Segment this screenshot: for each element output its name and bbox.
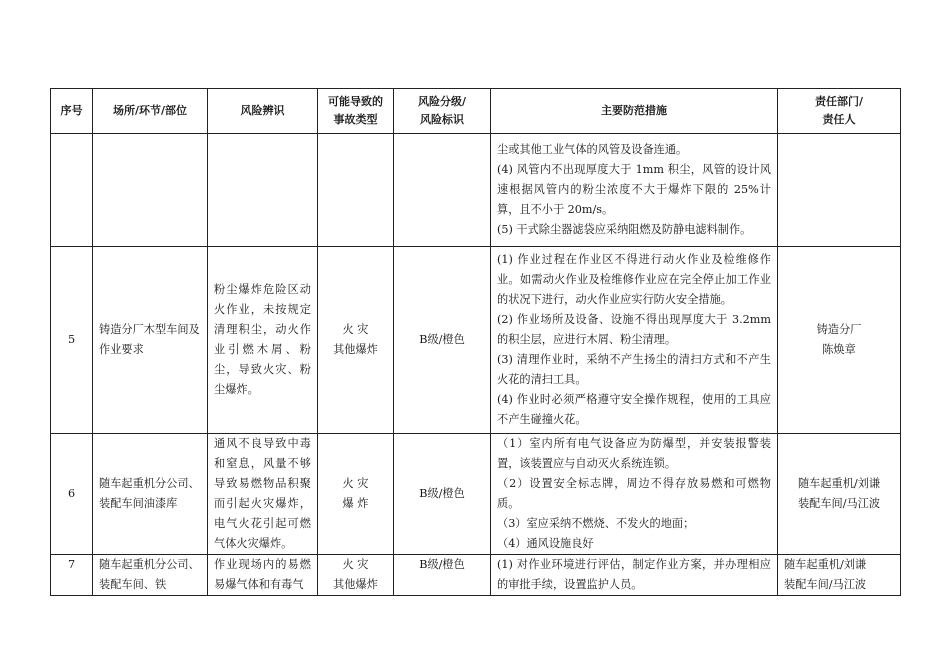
cell-responsible [778,434,901,555]
accident-type: 火 灾 [342,323,369,336]
cell-measures [491,247,778,434]
responsible-line: 随车起重机/刘谦 [784,558,867,571]
table-row [51,247,901,434]
cell-no: 7 [51,555,93,596]
header-accident-line1: 可能导致的 [328,95,383,108]
cell-location: 随车起重机分公司、装配车间油漆库 [93,434,208,555]
measure-item: （1）室内所有电气设备应为防爆型，并安装报警装置，该装置应与自动灭火系统连锁。 [497,437,771,470]
header-no: 序号 [51,89,93,134]
header-level-line1: 风险分级/ [417,95,467,108]
table-row [51,555,901,596]
cell-location [93,134,208,247]
cell-accident [318,555,394,596]
measure-item: (2) 作业场所及设备、设施不得出现厚度大于 3.2mm 的积尘层，应进行木屑、粉尘清理。 [497,313,771,346]
measure-item: （2）设置安全标志牌，周边不得存放易燃和可燃物质。 [497,477,771,510]
cell-responsible [778,247,901,434]
responsible-dept: 铸造分厂 [816,323,862,336]
cell-risk: 粉尘爆炸危险区动火作业，未按规定清理积尘，动火作业引燃木屑、粉尘，导致火灾、粉尘爆炸。 [208,247,318,434]
cell-location: 随车起重机分公司、装配车间、铁 [93,555,208,596]
cell-accident [318,247,394,434]
accident-type: 爆 炸 [342,497,369,510]
risk-table [50,88,901,596]
header-level-line2: 风险标识 [420,113,464,126]
cell-responsible [778,134,901,247]
cell-responsible [778,555,901,596]
cell-location: 铸造分厂木型车间及作业要求 [93,247,208,434]
accident-type: 火 灾 [342,558,369,571]
table-header-row [51,89,901,134]
measure-item: （3）室应采纳不燃烧、不发火的地面； [497,517,695,530]
cell-accident [318,134,394,247]
header-measures: 主要防范措施 [491,89,778,134]
measure-item: (1) 对作业环境进行评估，制定作业方案，并办理相应的审批手续，设置监护人员。 [497,558,771,591]
header-location: 场所/环节/部位 [93,89,208,134]
accident-type: 火 灾 [342,477,369,490]
measure-item: 尘或其他工业气体的风管及设备连通。 [497,143,688,156]
measure-item: (1) 作业过程在作业区不得进行动火作业及检维修作业。如需动火作业及检维修作业应在完全停止加工作业的状况下进行，动火作业应实行防火安全措施。 [497,253,771,306]
cell-risk [208,134,318,247]
measure-item: (4) 作业时必须严格遵守安全操作规程，使用的工具应不产生碰撞火花。 [497,393,771,426]
responsible-person: 陈焕章 [822,343,856,356]
header-dept-line2: 责任人 [822,113,856,126]
cell-measures [491,134,778,247]
cell-accident [318,434,394,555]
cell-risk: 通风不良导致中毒和窒息，风量不够导致易燃物品积聚而引起火灾爆炸，电气火花引起可燃气体火灾爆炸。 [208,434,318,555]
cell-measures [491,434,778,555]
measure-item: (5) 干式除尘器滤袋应采纳阻燃及防静电滤料制作。 [497,223,752,236]
cell-no: 6 [51,434,93,555]
cell-no [51,134,93,247]
cell-level: B级/橙色 [394,434,491,555]
table-row [51,134,901,247]
cell-measures [491,555,778,596]
cell-level: B级/橙色 [394,555,491,596]
measure-item: (3) 清理作业时，采纳不产生扬尘的清扫方式和不产生火花的清扫工具。 [497,353,771,386]
cell-level [394,134,491,247]
cell-risk: 作业现场内的易燃易爆气体和有毒气 [208,555,318,596]
table-row [51,434,901,555]
accident-type: 其他爆炸 [333,343,378,356]
header-responsible [778,89,901,134]
header-accident-line2: 事故类型 [333,113,378,126]
header-dept-line1: 责任部门/ [814,95,864,108]
header-risk: 风险辨识 [208,89,318,134]
accident-type: 其他爆炸 [333,578,378,591]
cell-level: B级/橙色 [394,247,491,434]
responsible-line: 随车起重机/刘谦 [797,477,881,490]
header-risk-level [394,89,491,134]
header-accident-type [318,89,394,134]
measure-item: （4）通风设施良好 [497,537,594,550]
responsible-line: 装配车间/马江波 [784,578,867,591]
cell-no: 5 [51,247,93,434]
measure-item: (4) 风管内不出现厚度大于 1mm 积尘，风管的设计风速根据风管内的粉尘浓度不大于爆炸下限的 25%计算，且不小于 20m/s。 [497,163,771,216]
responsible-line: 装配车间/马江波 [797,497,881,510]
